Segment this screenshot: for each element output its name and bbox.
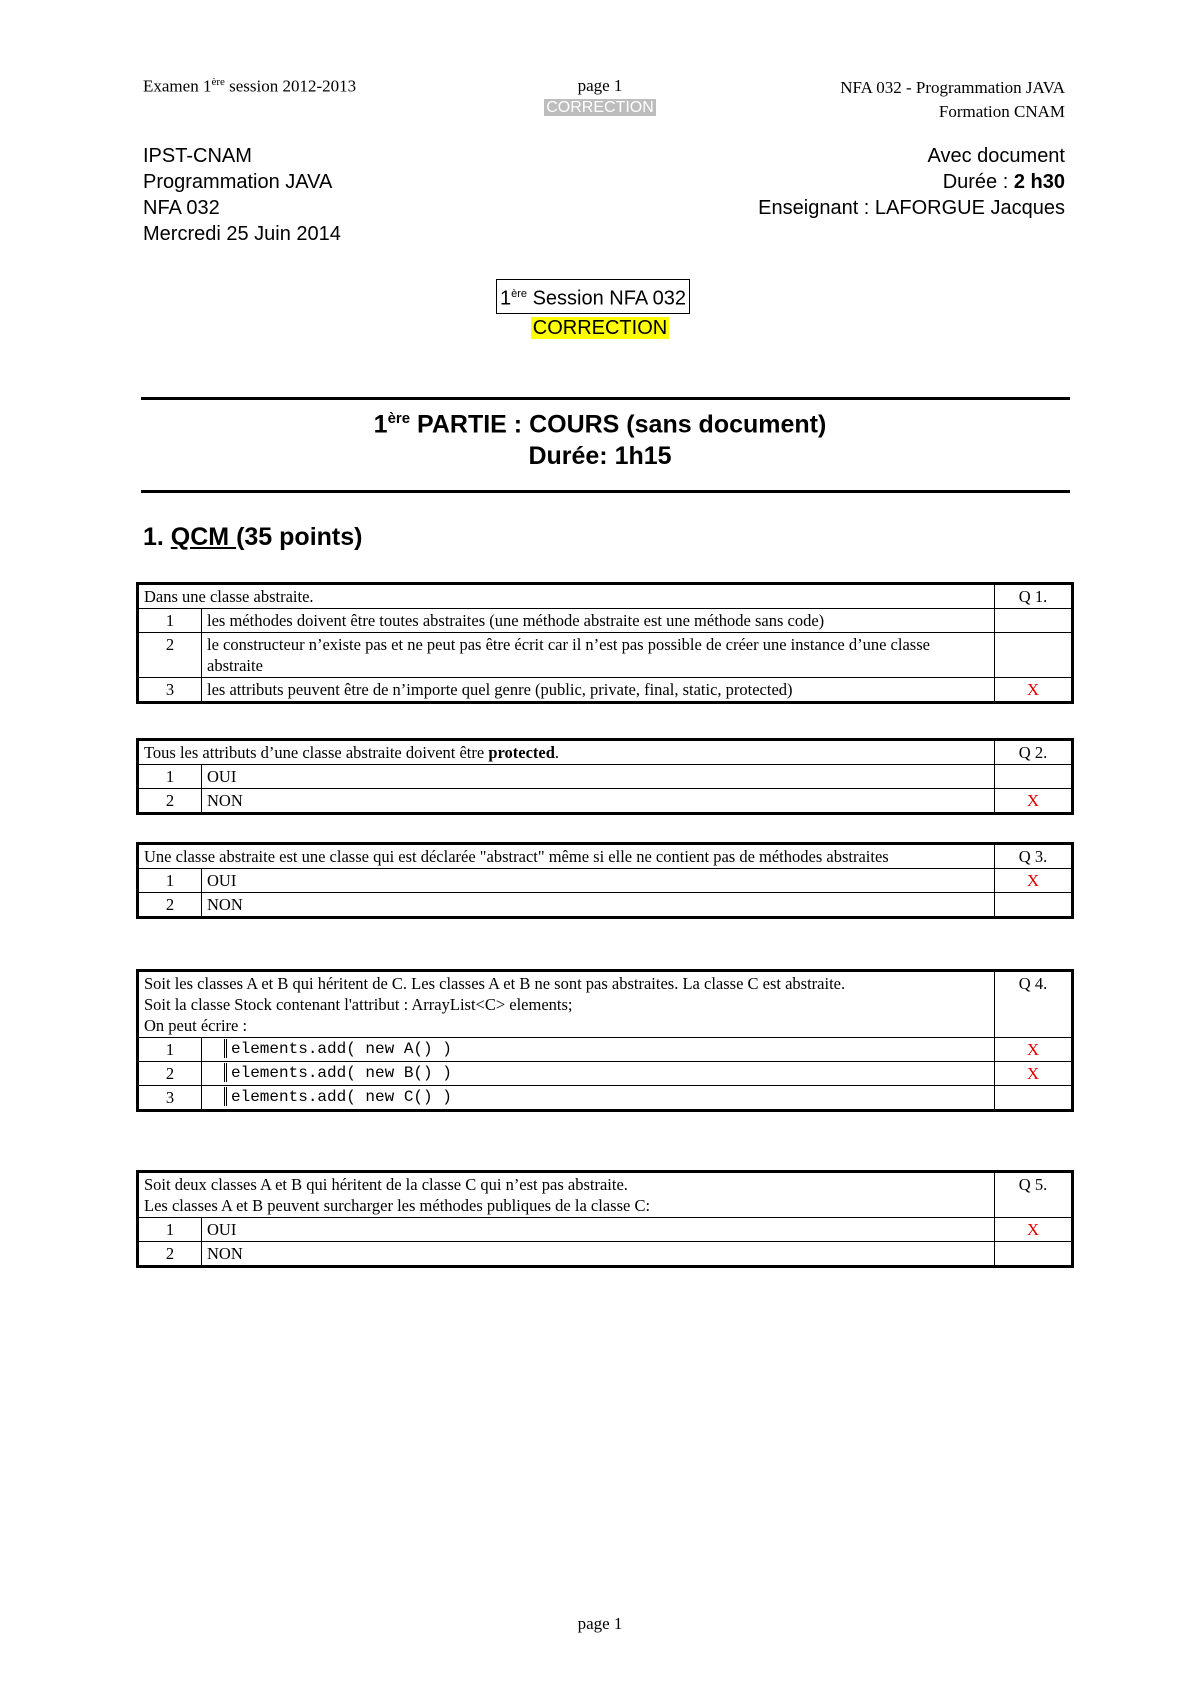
question-text: Soit deux classes A et B qui héritent de la classe C qui n’est pas abstraite. Les classes A et B peuvent surcharger les méthodes publiques de la classe C:	[138, 1172, 995, 1218]
divider-bottom	[141, 490, 1070, 493]
answer-number: 2	[138, 789, 202, 814]
footer-page-number: page 1	[577, 1614, 623, 1633]
header-course-formation: Formation CNAM	[938, 102, 1065, 121]
answer-row	[138, 633, 1073, 678]
correction-banner: CORRECTION	[532, 317, 668, 339]
exam-info-left	[143, 143, 341, 247]
header-course	[840, 76, 1065, 124]
answer-text: NON	[202, 1242, 995, 1267]
question-table	[136, 582, 1074, 704]
question-id: Q 1.	[995, 584, 1073, 609]
info-date: Mercredi 25 Juin 2014	[143, 223, 341, 245]
answer-row	[138, 1218, 1073, 1242]
answer-code: elements.add( new C() )	[202, 1086, 995, 1111]
answer-row	[138, 678, 1073, 703]
question-id: Q 3.	[995, 844, 1073, 869]
answer-text: les attributs peuvent être de n’importe quel genre (public, private, final, static, protected)	[202, 678, 995, 703]
answer-mark: X	[995, 869, 1073, 893]
answer-row	[138, 869, 1073, 893]
answer-row	[138, 765, 1073, 789]
answer-mark: X	[995, 678, 1073, 703]
question-id: Q 4.	[995, 971, 1073, 1038]
question-table	[136, 842, 1074, 919]
answer-text: OUI	[202, 869, 995, 893]
answer-code: elements.add( new B() )	[202, 1062, 995, 1086]
answer-mark	[995, 765, 1073, 789]
header-course-title: NFA 032 - Programmation JAVA	[840, 78, 1065, 97]
question-text: Dans une classe abstraite.	[138, 584, 995, 609]
question-id: Q 5.	[995, 1172, 1073, 1218]
answer-row	[138, 609, 1073, 633]
answer-mark	[995, 893, 1073, 918]
answer-row	[138, 893, 1073, 918]
answer-row	[138, 1062, 1073, 1086]
answer-text: NON	[202, 893, 995, 918]
answer-number: 1	[138, 765, 202, 789]
answer-number: 3	[138, 1086, 202, 1111]
info-teacher: Enseignant : LAFORGUE Jacques	[758, 197, 1065, 219]
answer-mark	[995, 609, 1073, 633]
answer-mark: X	[995, 1218, 1073, 1242]
answer-row	[138, 1038, 1073, 1062]
answer-code: elements.add( new A() )	[202, 1038, 995, 1062]
part-title: 1ère PARTIE : COURS (sans document) Durée: 1h15	[0, 403, 1200, 472]
answer-text: OUI	[202, 1218, 995, 1242]
info-document-policy: Avec document	[927, 145, 1065, 167]
question-table	[136, 969, 1074, 1112]
answer-text: OUI	[202, 765, 995, 789]
divider-top	[141, 397, 1070, 400]
header-exam-session: Examen 1ère session 2012-2013	[143, 76, 357, 96]
question-text: Tous les attributs d’une classe abstraite doivent être protected.	[138, 740, 995, 765]
header-page-number: page 1	[577, 76, 623, 95]
answer-mark: X	[995, 1062, 1073, 1086]
header-correction-label: CORRECTION	[546, 99, 654, 116]
answer-row	[138, 1242, 1073, 1267]
answer-number: 2	[138, 633, 202, 678]
answer-mark	[995, 633, 1073, 678]
question-id: Q 2.	[995, 740, 1073, 765]
info-code: NFA 032	[143, 197, 220, 219]
question-table	[136, 738, 1074, 815]
exam-info-right	[758, 143, 1065, 221]
answer-number: 1	[138, 609, 202, 633]
part-duration: Durée: 1h15	[528, 442, 672, 471]
session-box: 1ère Session NFA 032	[496, 279, 690, 314]
answer-text: le constructeur n’existe pas et ne peut pas être écrit car il n’est pas possible de créer une instance d’une classe abstraite	[202, 633, 995, 678]
answer-row	[138, 1086, 1073, 1111]
info-duration: Durée : 2 h30	[942, 171, 1065, 193]
answer-row	[138, 789, 1073, 814]
answer-number: 1	[138, 1218, 202, 1242]
answer-number: 3	[138, 678, 202, 703]
question-text: Une classe abstraite est une classe qui est déclarée "abstract" même si elle ne contient pas de méthodes abstraites	[138, 844, 995, 869]
answer-mark	[995, 1086, 1073, 1111]
info-course: Programmation JAVA	[143, 171, 333, 193]
question-table	[136, 1170, 1074, 1268]
answer-number: 2	[138, 893, 202, 918]
answer-number: 2	[138, 1062, 202, 1086]
answer-mark: X	[995, 1038, 1073, 1062]
question-text: Soit les classes A et B qui héritent de C. Les classes A et B ne sont pas abstraites. La classe C est abstraite. Soit la classe Stock contenant l'attribut : ArrayList<C> elements; On peut écrire :	[138, 971, 995, 1038]
answer-number: 2	[138, 1242, 202, 1267]
answer-mark: X	[995, 789, 1073, 814]
info-institution: IPST-CNAM	[143, 145, 252, 167]
answer-text: les méthodes doivent être toutes abstraites (une méthode abstraite est une méthode sans code)	[202, 609, 995, 633]
answer-number: 1	[138, 1038, 202, 1062]
answer-mark	[995, 1242, 1073, 1267]
answer-number: 1	[138, 869, 202, 893]
section-heading: 1. QCM (35 points)	[143, 523, 363, 551]
answer-text: NON	[202, 789, 995, 814]
